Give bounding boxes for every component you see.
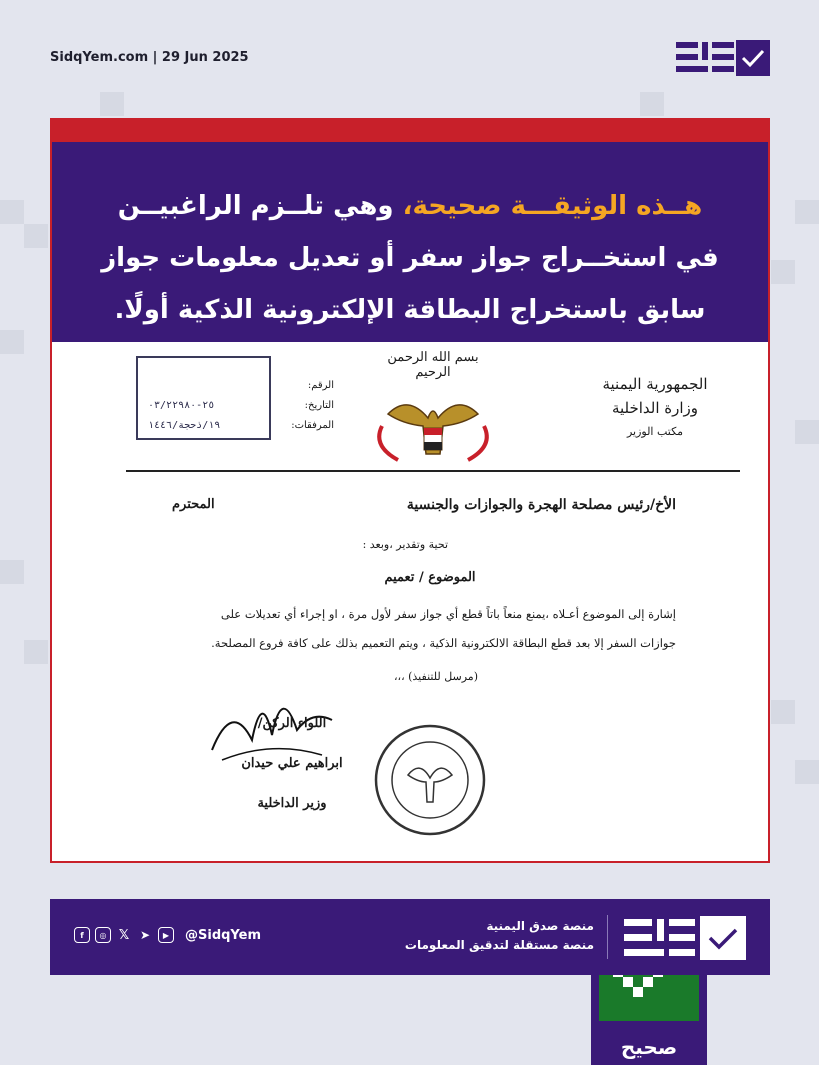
- instagram-icon[interactable]: ◎: [95, 927, 111, 943]
- document-body: [142, 600, 676, 658]
- signatory-name: ابراهيم علي حيدان: [241, 756, 343, 771]
- document-divider: [126, 470, 740, 472]
- ministry-line-3: مكتب الوزير: [626, 425, 684, 438]
- site-date-line: SidqYem.com | 29 Jun 2025: [50, 50, 249, 65]
- youtube-icon[interactable]: ▶: [158, 927, 174, 943]
- facebook-icon[interactable]: f: [74, 927, 90, 943]
- greeting: تحية وتقدير ،وبعد :: [362, 538, 448, 551]
- ref-label: الرقم:: [307, 380, 334, 391]
- card-top-bar: [52, 120, 768, 142]
- decor-square: [0, 200, 24, 224]
- headline-line-1-rest: وهي تلــزم الراغبيــن: [117, 191, 403, 221]
- social-handle[interactable]: @SidqYem: [185, 927, 262, 943]
- reference-labels: [274, 376, 334, 436]
- decor-square: [0, 330, 24, 354]
- decor-square: [795, 200, 819, 224]
- decor-square: [0, 560, 24, 584]
- headline-box: [52, 142, 768, 342]
- footer-org-text: [405, 917, 594, 955]
- footer-bar: [50, 899, 770, 975]
- basmala: بسم الله الرحمن الرحيم: [387, 350, 479, 380]
- x-icon[interactable]: 𝕏: [118, 927, 130, 943]
- headline-line-1: [82, 180, 738, 232]
- eagle-emblem-icon: [368, 384, 498, 470]
- decor-square: [640, 92, 664, 116]
- send-note: (مرسل للتنفيذ) ،،،: [393, 670, 478, 683]
- signature-block: [212, 704, 372, 824]
- footer-divider: [607, 915, 608, 959]
- subject-line: الموضوع / تعميم: [384, 570, 476, 585]
- sidq-logo: [676, 40, 770, 76]
- ministry-seal-icon: [370, 720, 490, 840]
- org-name: منصة صدق اليمنية: [486, 919, 594, 933]
- reference-values: [148, 376, 266, 436]
- ministry-line-1: الجمهورية اليمنية: [602, 375, 708, 393]
- verdict-label: صحيح: [620, 1035, 678, 1059]
- telegram-icon[interactable]: ➤: [139, 928, 151, 942]
- decor-square: [771, 700, 795, 724]
- decor-square: [771, 260, 795, 284]
- addressee: الأخ/رئيس مصلحة الهجرة والجوازات والجنسية: [406, 497, 676, 513]
- ref-label: المرفقات:: [291, 420, 334, 431]
- headline-accent: هــذه الوثيقـــة صحيحة،: [402, 191, 703, 221]
- emblem: [368, 350, 498, 460]
- body-line: إشارة إلى الموضوع أعـلاه ،يمنع منعاً باتاً قطع أي جواز سفر لأول مرة ، او إجراء أي تعديلات على: [220, 607, 676, 621]
- headline-line-2: في استخــراج جواز سفر أو تعديل معلومات جواز: [101, 243, 719, 273]
- decor-square: [795, 420, 819, 444]
- decor-square: [795, 760, 819, 784]
- body-line: جوازات السفر إلا بعد قطع البطاقة الالكترونية الذكية ، ويتم التعميم بذلك على كافة فروع المصلحة.: [211, 636, 676, 650]
- honorific: المحترم: [172, 497, 215, 512]
- signatory-rank: اللواء الركن/: [257, 716, 327, 731]
- decor-square: [24, 640, 48, 664]
- ref-value: ١٩/ذحجة/١٤٤٦: [148, 420, 221, 431]
- ministry-line-2: وزارة الداخلية: [611, 399, 699, 417]
- ref-value: [148, 376, 266, 396]
- ref-label: التاريخ:: [304, 400, 334, 411]
- headline-line-3: سابق باستخراج البطاقة الإلكترونية الذكية أولًا.: [114, 295, 706, 325]
- ministry-header: [600, 372, 710, 444]
- signatory-title: وزير الداخلية: [257, 796, 327, 811]
- org-tagline: منصة مستقلة لتدقيق المعلومات: [404, 938, 594, 952]
- sidq-logo-footer: [624, 916, 746, 960]
- social-links: [74, 927, 261, 943]
- ref-value: ٢٥-٠٣/٢٢٩٨٠: [148, 400, 215, 411]
- decor-square: [24, 224, 48, 248]
- decor-square: [100, 92, 124, 116]
